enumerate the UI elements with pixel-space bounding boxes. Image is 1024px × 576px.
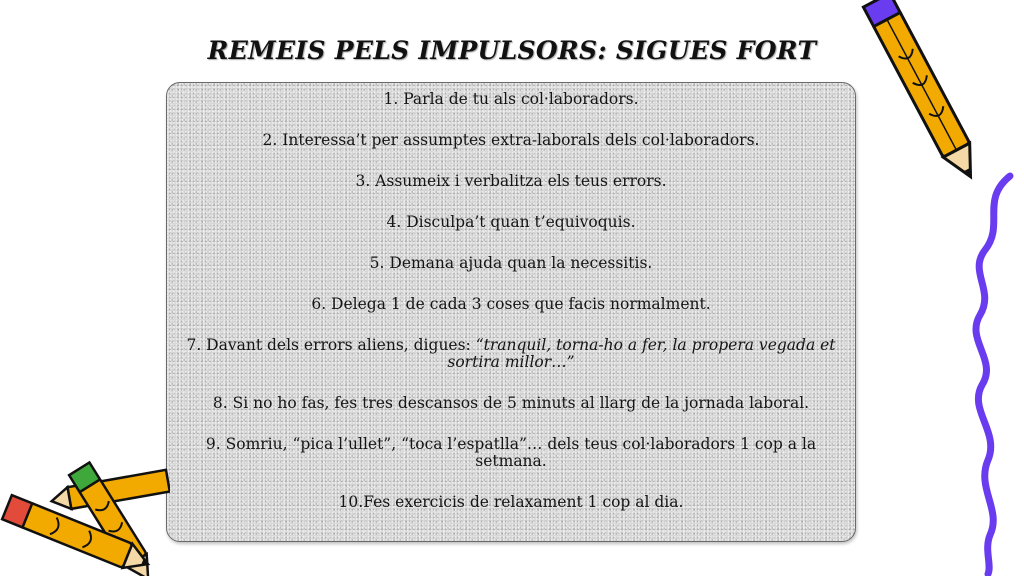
list-item-text: 6. Delega 1 de cada 3 coses que facis normalment. — [311, 295, 711, 313]
list-item-text: 3. Assumeix i verbalitza els teus errors. — [355, 172, 667, 190]
list-item — [179, 214, 843, 231]
list-item-text: 4. Disculpa’t quan t’equivoquis. — [386, 213, 636, 231]
list-item — [179, 494, 843, 511]
squiggle-line-icon — [940, 170, 1024, 576]
list-item-text: 8. Si no ho fas, fes tres descansos de 5 minuts al llarg de la jornada laboral. — [212, 394, 810, 412]
list-item — [179, 296, 843, 313]
list-item — [179, 91, 843, 108]
list-item-quote: “tranquil, torna-ho a fer, la propera vegada et sortira millor…” — [447, 336, 836, 371]
list-item — [179, 436, 843, 470]
list-item-text: 2. Interessa’t per assumptes extra-laborals dels col·laboradors. — [262, 131, 760, 149]
slide-title: REMEIS PELS IMPULSORS: SIGUES FORT — [207, 36, 817, 65]
list-item — [179, 255, 843, 272]
list-item-text: 10.Fes exercicis de relaxament 1 cop al dia. — [338, 493, 684, 511]
content-panel — [166, 82, 856, 542]
list-item-text: 9. Somriu, “pica l’ullet”, “toca l’espatlla”… dels teus col·laboradors 1 cop a la setmana. — [205, 435, 817, 470]
list-item-text: 7. Davant dels errors aliens, digues: — [186, 336, 476, 354]
list-item — [179, 337, 843, 371]
list-item — [179, 132, 843, 149]
list-item — [179, 173, 843, 190]
pencils-bottom-left-icon — [0, 458, 170, 576]
list-item-text: 5. Demana ajuda quan la necessitis. — [369, 254, 653, 272]
list-item-text: 1. Parla de tu als col·laboradors. — [383, 90, 639, 108]
remedies-list — [167, 91, 855, 535]
list-item — [179, 395, 843, 412]
